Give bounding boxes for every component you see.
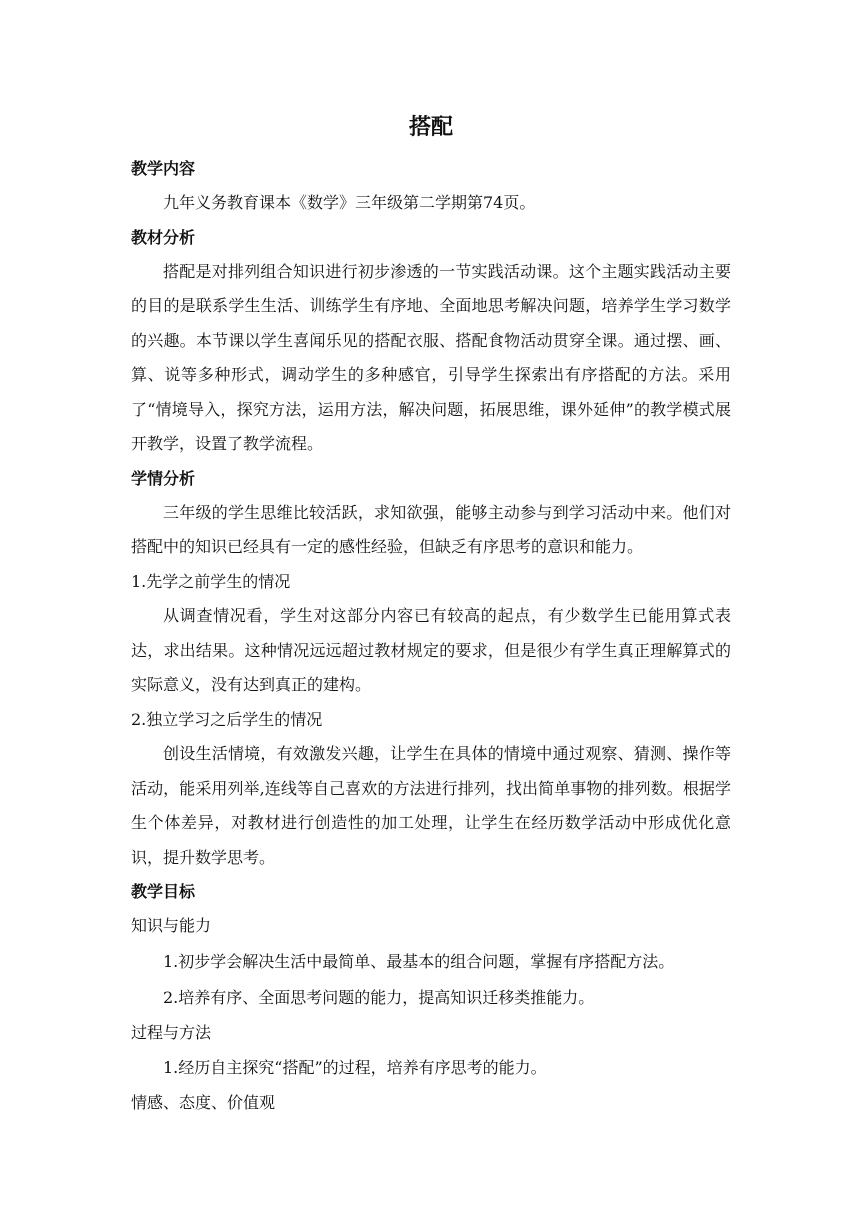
section-heading-student: 学情分析 bbox=[131, 468, 196, 488]
subheading-process: 过程与方法 bbox=[131, 1022, 212, 1042]
subheading-before: 1.先学之前学生的情况 bbox=[131, 571, 291, 591]
content-paragraph: 九年义务教育课本《数学》三年级第二学期第74页。 bbox=[163, 193, 536, 212]
document-page bbox=[131, 110, 731, 1121]
process-item: 1.经历自主探究“搭配”的过程，培养有序思考的能力。 bbox=[163, 1058, 547, 1077]
student-paragraph: 三年级的学生思维比较活跃，求知欲强，能够主动参与到学习活动中来。他们对搭配中的知识已经具有一定的感性经验，但缺乏有序思考的意识和能力。 bbox=[131, 502, 731, 556]
after-paragraph: 创设生活情境，有效激发兴趣，让学生在具体的情境中通过观察、猜测、操作等活动，能采用列举,连线等自己喜欢的方法进行排列，找出简单事物的排列数。根据学生个体差异，对教材进行创造性的加工处理，让学生在经历数学活动中形成优化意识，提升数学思考。 bbox=[131, 744, 731, 867]
subheading-after: 2.独立学习之后学生的情况 bbox=[131, 709, 323, 729]
analysis-paragraph: 搭配是对排列组合知识进行初步渗透的一节实践活动课。这个主题实践活动主要的目的是联系学生生活、训练学生有序地、全面地思考解决问题，培养学生学习数学的兴趣。本节课以学生喜闻乐见的搭配衣服、搭配食物活动贯穿全课。通过摆、画、算、说等多种形式，调动学生的多种感官，引导学生探索出有序搭配的方法。采用了“情境导入，探究方法，运用方法，解决问题，拓展思维，课外延伸”的教学模式展开教学，设置了教学流程。 bbox=[131, 261, 731, 453]
knowledge-item: 2.培养有序、全面思考问题的能力，提高知识迁移类推能力。 bbox=[163, 987, 595, 1007]
section-heading-goals: 教学目标 bbox=[131, 882, 196, 901]
section-heading-content: 教学内容 bbox=[131, 159, 196, 178]
knowledge-item: 1.初步学会解决生活中最简单、最基本的组合问题，掌握有序搭配方法。 bbox=[163, 951, 675, 971]
before-paragraph: 从调查情况看，学生对这部分内容已有较高的起点，有少数学生已能用算式表达，求出结果。这种情况远远超过教材规定的要求，但是很少有学生真正理解算式的实际意义，没有达到真正的建构。 bbox=[131, 606, 731, 694]
subheading-emotion: 情感、态度、价值观 bbox=[131, 1093, 276, 1112]
subheading-knowledge: 知识与能力 bbox=[131, 916, 212, 935]
document-title: 搭配 bbox=[408, 115, 453, 140]
section-heading-analysis: 教材分析 bbox=[131, 227, 196, 247]
